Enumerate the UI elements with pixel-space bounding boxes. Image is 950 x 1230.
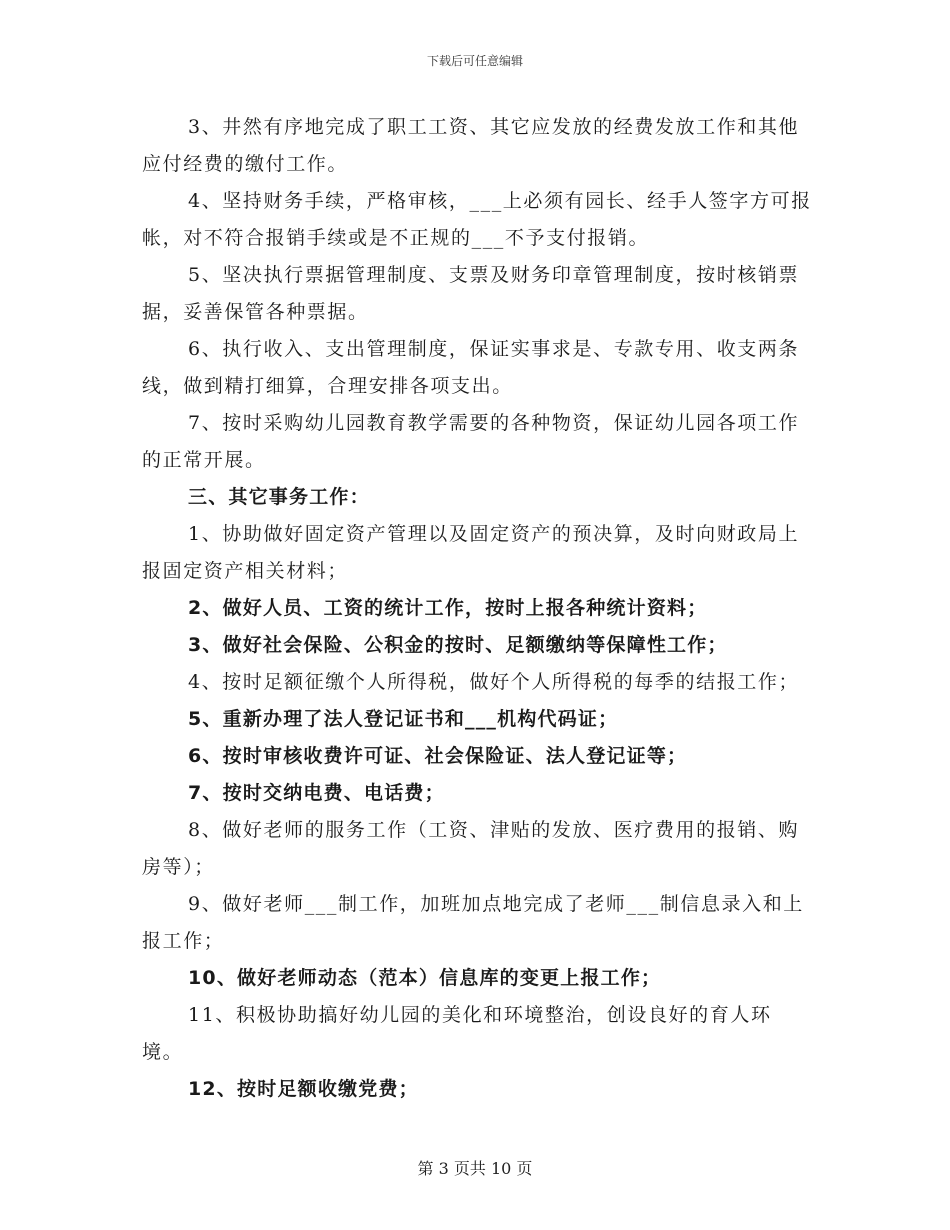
bold-paragraph: 12、按时足额收缴党费； [188, 1078, 419, 1100]
paragraph: 3、井然有序地完成了职工工资、其它应发放的经费发放工作和其他应付经费的缴付工作。 [142, 116, 800, 175]
bold-paragraph: 10、做好老师动态（范本）信息库的变更上报工作； [188, 967, 662, 989]
bold-paragraph: 2、做好人员、工资的统计工作，按时上报各种统计资料； [188, 597, 708, 619]
page-header-note: 下载后可任意编辑 [426, 54, 523, 68]
bold-paragraph: 7、按时交纳电费、电话费； [188, 782, 445, 804]
page-footer-number: 第 3 页共 10 页 [417, 1159, 533, 1178]
bold-paragraph: 5、重新办理了法人登记证书和___机构代码证； [188, 708, 619, 730]
bold-paragraph: 3、做好社会保险、公积金的按时、足额缴纳等保障性工作； [188, 634, 728, 656]
paragraph: 6、执行收入、支出管理制度，保证实事求是、专款专用、收支两条线，做到精打细算，合理安排各项支出。 [142, 338, 800, 397]
paragraph: 9、做好老师___制工作，加班加点地完成了老师___制信息录入和上报工作； [142, 893, 804, 952]
paragraph: 7、按时采购幼儿园教育教学需要的各种物资，保证幼儿园各项工作的正常开展。 [142, 412, 800, 471]
bold-paragraph: 6、按时审核收费许可证、社会保险证、法人登记证等； [188, 745, 688, 767]
paragraph: 1、协助做好固定资产管理以及固定资产的预决算，及时向财政局上报固定资产相关材料； [142, 523, 800, 582]
document-body [142, 109, 812, 1108]
paragraph: 11、积极协助搞好幼儿园的美化和环境整治，创设良好的育人环境。 [142, 1004, 772, 1063]
paragraph: 4、按时足额征缴个人所得税，做好个人所得税的每季的结报工作； [188, 671, 800, 693]
paragraph: 5、坚决执行票据管理制度、支票及财务印章管理制度，按时核销票据，妥善保管各种票据。 [142, 264, 800, 323]
paragraph: 8、做好老师的服务工作（工资、津贴的发放、医疗费用的报销、购房等）； [142, 819, 800, 878]
paragraph: 4、坚持财务手续，严格审核，___上必须有园长、经手人签字方可报帐，对不符合报销手续或是不正规的___不予支付报销。 [142, 190, 812, 249]
bold-paragraph: 三、其它事务工作： [188, 486, 370, 508]
